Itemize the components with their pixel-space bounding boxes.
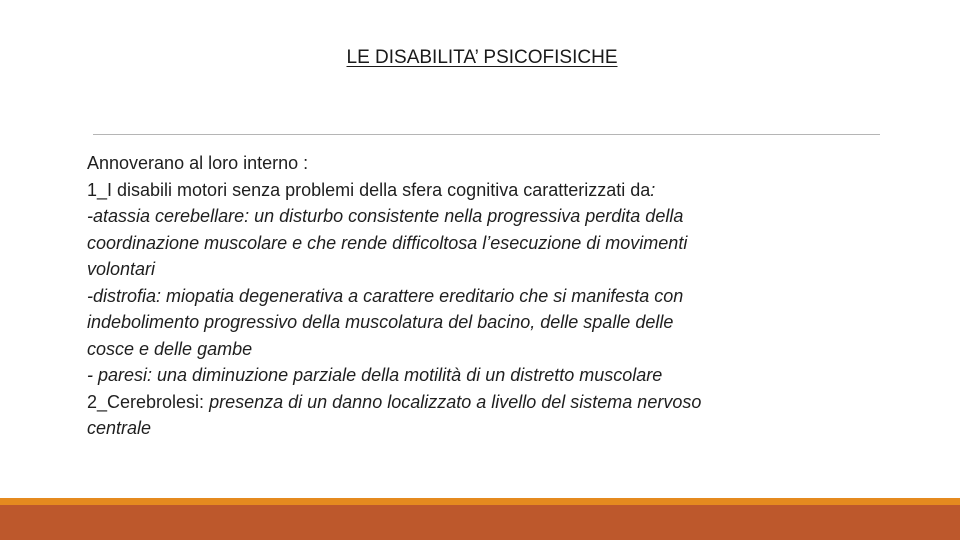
body-line: -atassia cerebellare: un disturbo consistente nella progressiva perdita della [87, 206, 684, 226]
title-divider [93, 134, 880, 135]
body-line: coordinazione muscolare e che rende difficoltosa l’esecuzione di movimenti [87, 232, 688, 253]
body-line: volontari [87, 259, 156, 279]
body-line: centrale [87, 418, 152, 438]
body-line-term: 2_Cerebrolesi: [87, 391, 205, 412]
body-line-text: 1_I disabili motori senza problemi della sfera cognitiva caratterizzati da [87, 179, 651, 200]
slide-title: LE DISABILITA’ PSICOFISICHE [346, 47, 618, 68]
body-line-definition: presenza di un danno localizzato a livello del sistema nervoso [204, 391, 702, 412]
body-line: -distrofia: miopatia degenerativa a carattere ereditario che si manifesta con [87, 285, 684, 306]
body-line [87, 177, 887, 204]
body-line: cosce e delle gambe [87, 338, 253, 359]
body-line: indebolimento progressivo della muscolatura del bacino, delle spalle delle [87, 312, 674, 332]
body-line: - paresi: una diminuzione parziale della motilità di un distretto muscolare [87, 365, 663, 385]
body-line [87, 389, 887, 416]
footer-band [0, 505, 960, 540]
slide-body [87, 150, 887, 442]
footer-accent-bar [0, 498, 960, 505]
body-line-colon: : [650, 179, 656, 200]
body-line: Annoverano al loro interno : [87, 153, 309, 173]
